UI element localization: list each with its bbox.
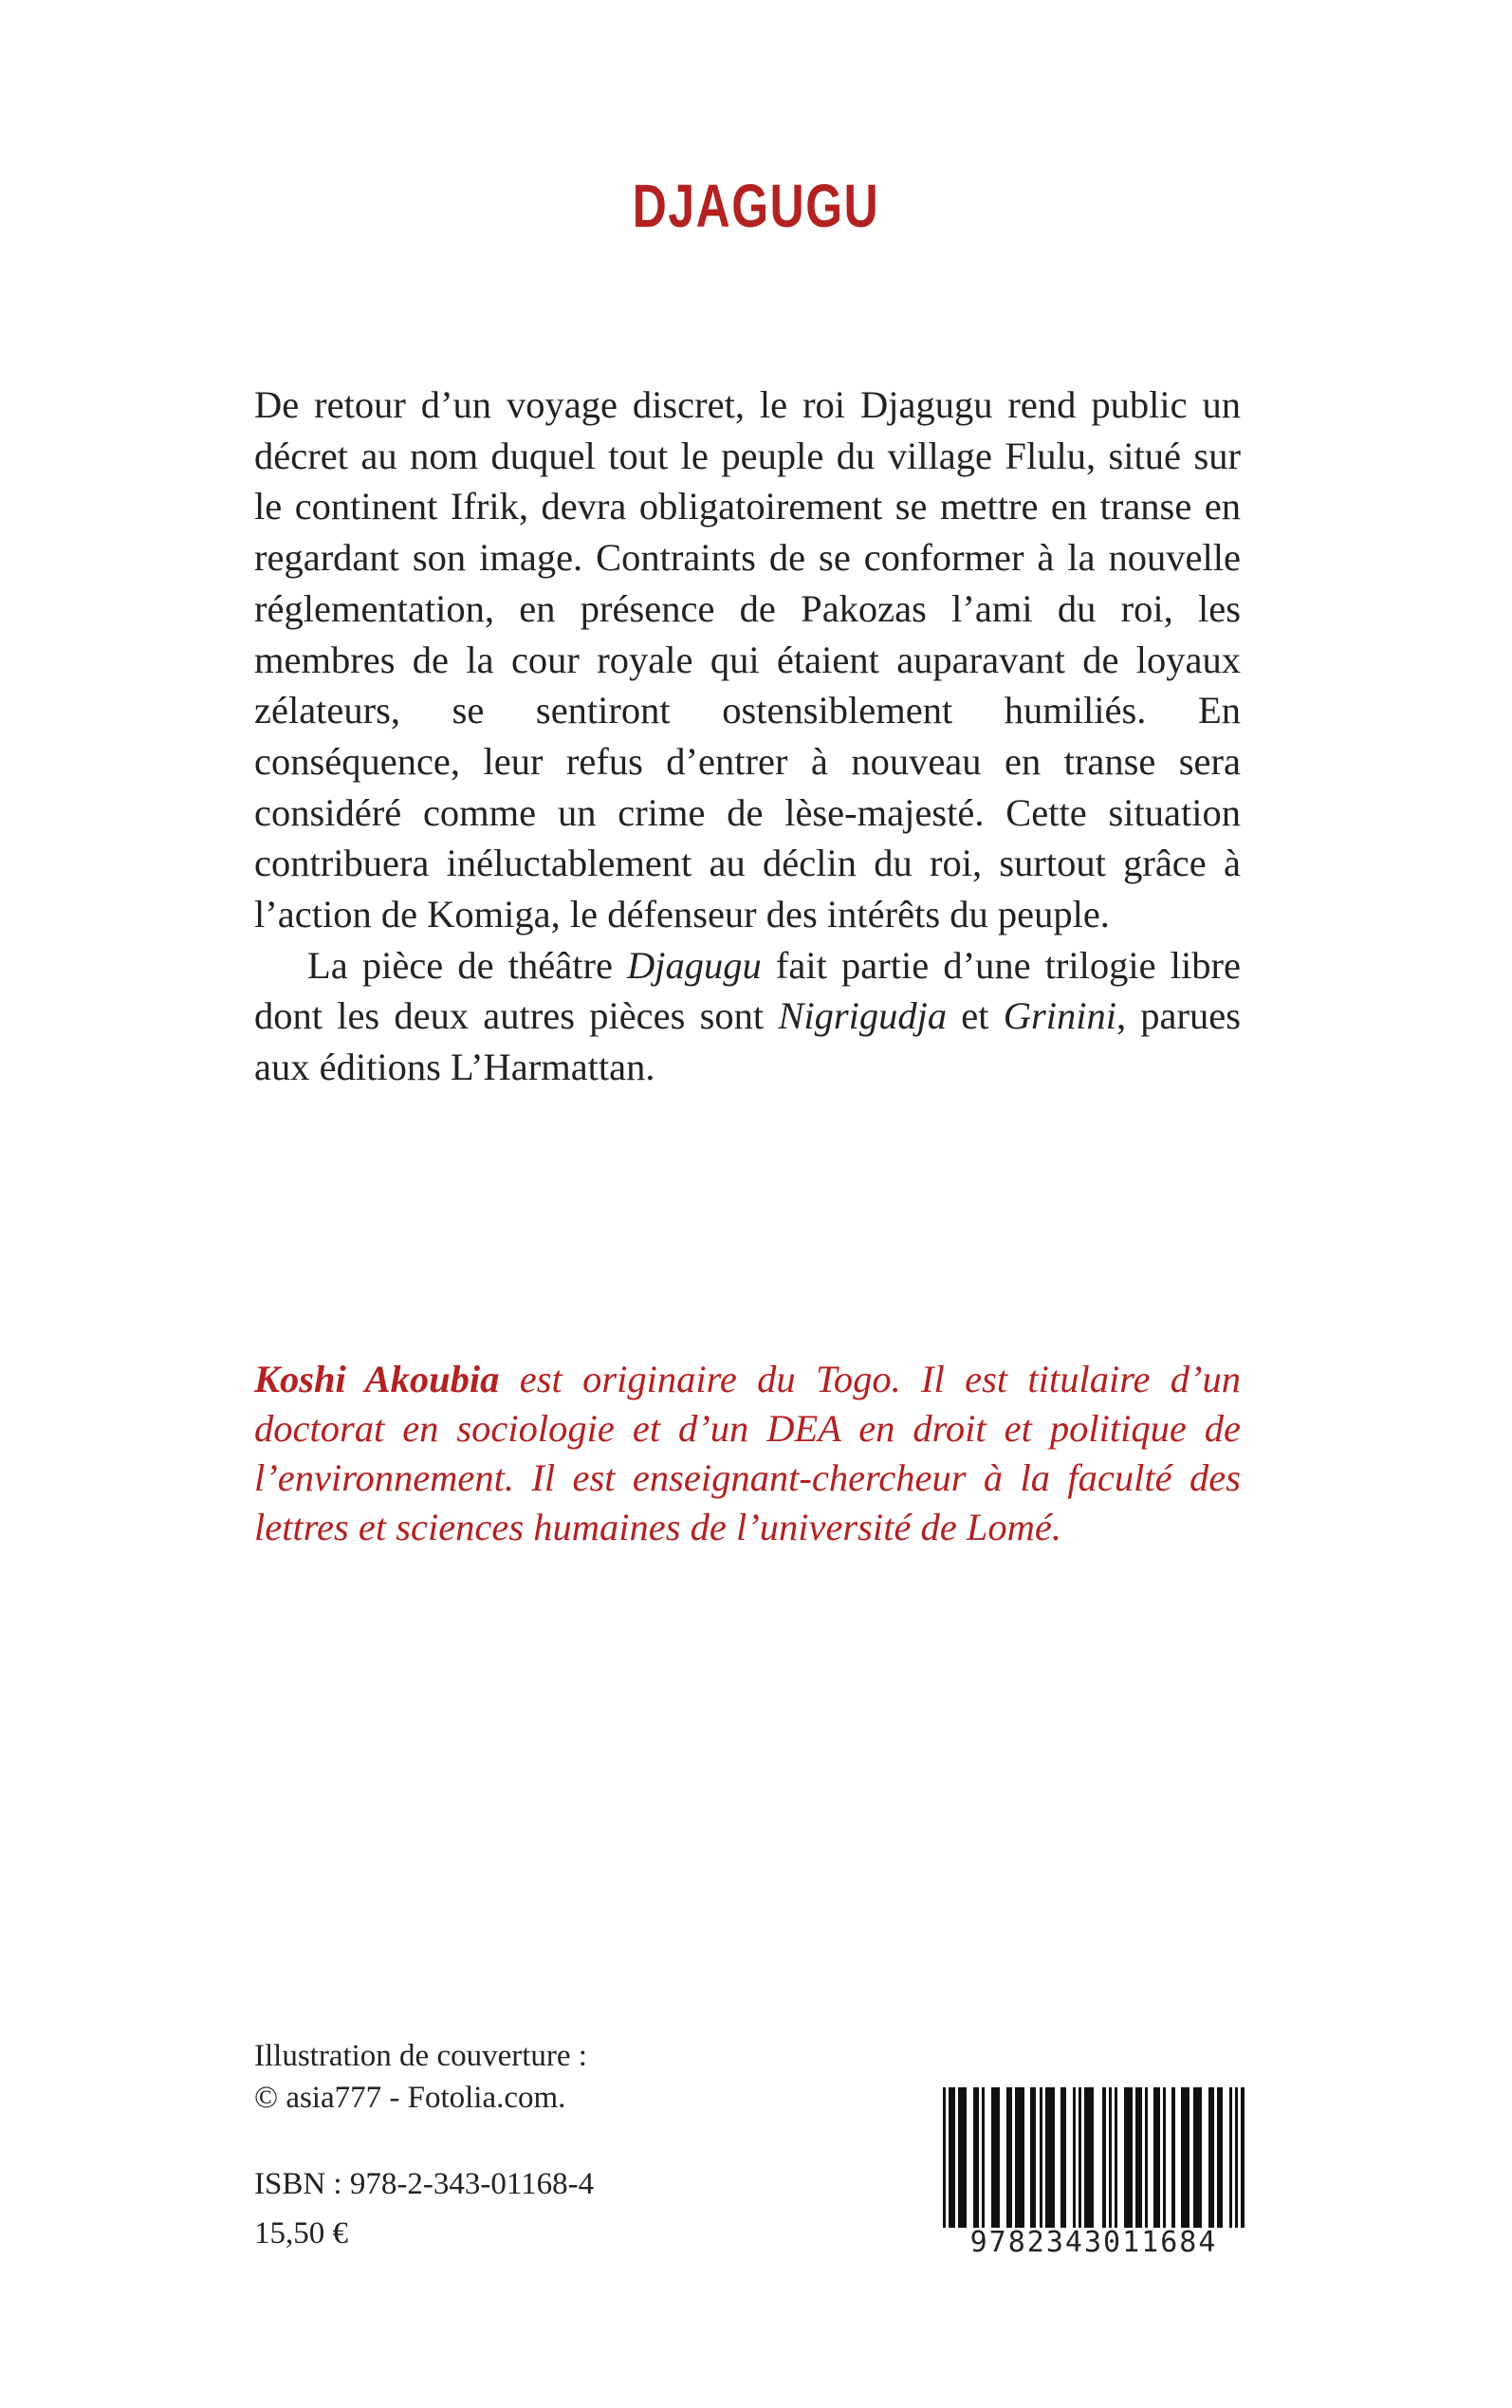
- play-title-grinini: Grinini: [1003, 994, 1116, 1038]
- barcode-bar: [1015, 2087, 1024, 2230]
- barcode-bar: [1181, 2087, 1190, 2230]
- summary-text: fait partie d’une trilogie libre dont les deux autres pièces sont: [254, 943, 1241, 1038]
- barcode-bar: [1193, 2087, 1203, 2230]
- barcode-bar: [958, 2087, 968, 2230]
- summary-text: La pièce de théâtre: [307, 943, 628, 987]
- barcode-bar: [991, 2087, 1001, 2230]
- book-title: DJAGUGU: [632, 172, 880, 240]
- barcode-digits: 9782343011684: [943, 2228, 1245, 2258]
- barcode-bar: [1045, 2087, 1055, 2230]
- summary-paragraph-1: De retour d’un voyage discret, le roi Djagugu rend public un décret au nom duquel tout le peuple du village Flulu, situé sur le continent Ifrik, devra obligatoirement se mettre en transe en regardant son image. Contraints de se conformer à la nouvelle réglementation, en présence de Pakozas l’ami du roi, les membres de la cour royale qui étaient auparavant de loyaux zélateurs, se sentiront ostensiblement humiliés. En conséquence, leur refus d’entrer à nouveau en transe sera considéré comme un crime de lèse-majesté. Cette situation contribuera inéluctablement au déclin du roi, surtout grâce à l’action de Komiga, le défenseur des intérêts du peuple.: [254, 383, 1241, 936]
- barcode: [943, 2087, 1245, 2259]
- author-bio: [254, 1355, 1241, 1552]
- summary-text: , parues aux éditions L’Harmattan.: [254, 994, 1242, 1089]
- play-title-nigrigudja: Nigrigudja: [778, 994, 948, 1038]
- summary-paragraph-2: [254, 940, 1241, 1093]
- credits-label: Illustration de couverture :: [254, 2039, 587, 2073]
- barcode-bar: [1084, 2087, 1094, 2230]
- summary-text: et: [947, 994, 1004, 1038]
- author-bio-text: est originaire du Togo. Il est titulaire d’un doctorat en sociologie et d’un DEA en droit et politique de l’environnement. Il est enseignant-chercheur à la faculté des lettres et sciences humaines de l’université de Lomé.: [254, 1358, 1241, 1548]
- publication-info: [254, 2159, 594, 2258]
- back-cover-summary: [254, 380, 1241, 1093]
- isbn-number: ISBN : 978-2-343-01168-4: [254, 2167, 595, 2201]
- barcode-bar: [1241, 2087, 1244, 2230]
- author-name: Koshi Akoubia: [254, 1358, 500, 1400]
- price: 15,50 €: [254, 2216, 348, 2251]
- barcode-bar: [1124, 2087, 1134, 2230]
- credits-source: © asia777 - Fotolia.com.: [254, 2081, 566, 2115]
- play-title-djagugu: Djagugu: [627, 943, 762, 987]
- cover-credits: [254, 2035, 587, 2119]
